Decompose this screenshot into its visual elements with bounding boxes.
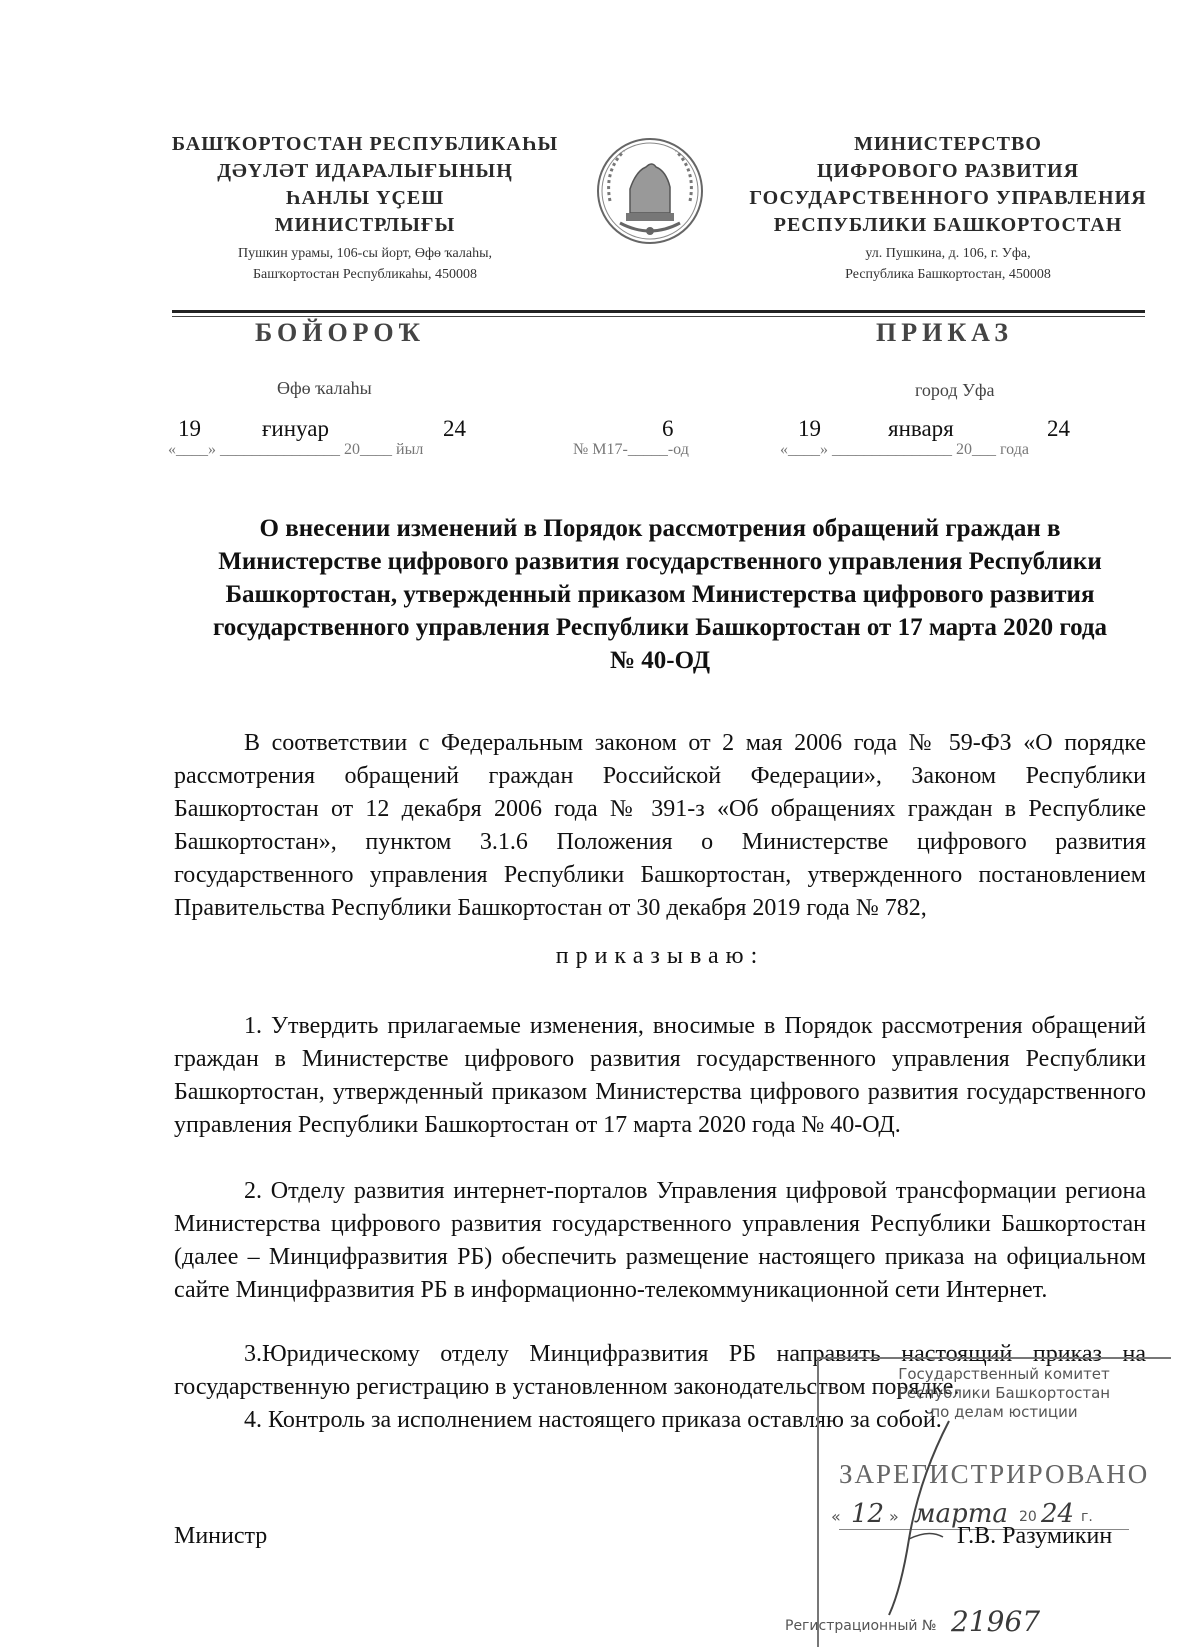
stamp-org-line: Республики Башкортостан [897,1384,1111,1402]
order-item-4: 4. Контроль за исполнением настоящего приказа оставляю за собой. [244,1407,942,1433]
stamp-registered-label: ЗАРЕГИСТРИРОВАНО [839,1459,1150,1489]
stamp-handwritten-reg-number: 21967 [951,1605,1041,1638]
stamp-year-prefix: 20 [1019,1509,1037,1525]
left-organization-name [165,131,565,239]
right-address-line: Республика Башкортостан, 450008 [845,267,1051,282]
right-org-line: РЕСПУБЛИКИ БАШКОРТОСТАН [773,214,1123,236]
right-address-line: ул. Пушкина, д. 106, г. Уфа, [865,246,1031,261]
right-org-line: ЦИФРОВОГО РАЗВИТИЯ [816,160,1080,182]
date-form-russian: «____» _______________ 20___ года [780,441,1029,458]
coat-of-arms-emblem [590,131,710,251]
doc-type-bashkir: БОЙОРОҠ [255,318,426,347]
stamp-handwritten-year: 24 [1041,1499,1075,1529]
handwritten-month-russian: января [888,416,954,441]
handwritten-year-russian: 24 [1047,416,1070,441]
stamp-org-line: по делам юстиции [930,1403,1078,1421]
right-org-line: ГОСУДАРСТВЕННОГО УПРАВЛЕНИЯ [749,187,1147,209]
city-bashkir: Өфө ҡалаһы [277,378,372,398]
order-item-2: 2. Отделу развития интернет-порталов Управления цифровой трансформации региона Министерства цифрового развития государственного управления Республики Башкортостан (далее – Минцифразвития РБ) обеспечить размещение настоящего приказа на официальном сайте Минцифразвития РБ в информационно-телекоммуникационной сети Интернет. [174,1178,1146,1303]
handwritten-month-bashkir: ғинуар [262,416,329,441]
left-org-line: ДӘҮЛӘТ ИДАРАЛЫҒЫНЫҢ [217,160,513,182]
header-divider-thick [172,310,1145,313]
right-org-line: МИНИСТЕРСТВО [854,133,1042,155]
handwritten-signature-stroke [879,1419,959,1619]
date-form-bashkir: «____» _______________ 20____ йыл [168,441,424,458]
document-title: О внесении изменений в Порядок рассмотрения обращений граждан в Министерстве цифрового развития государственного управления Республики Башкортостан, утвержденный приказом Министерства цифрового развития государственного управления Республики Башкортостан от 17 марта 2020 года № 40-ОД [213,515,1107,674]
right-organization-name [738,131,1158,239]
right-address [738,243,1158,285]
left-address [165,243,565,285]
stamp-year-suffix: г. [1081,1509,1093,1525]
handwritten-year-bashkir: 24 [443,416,466,441]
number-form: № М17-_____-од [573,441,689,458]
handwritten-day-russian: 19 [798,416,821,441]
stamp-handwritten-month: марта [914,1499,1008,1529]
left-org-line: ҺАНЛЫ ҮҪЕШ [285,187,445,209]
stamp-organization [849,1365,1159,1422]
stamp-org-line: Государственный комитет [898,1365,1110,1383]
left-org-line: МИНИСТРЛЫҒЫ [274,214,456,236]
stamp-registration-label: Регистрационный № [785,1618,937,1634]
registration-stamp: Государственный комитет Республики Башкортостан по делам юстиции ЗАРЕГИСТРИРОВАНО « 12 » марта 20 24 г. Регистрационный № 21967 [817,1357,1171,1647]
city-russian: город Уфа [915,380,995,400]
doc-type-russian: ПРИКАЗ [876,318,1014,347]
left-address-line: Пушкин урамы, 106-сы йорт, Өфө ҡалаһы, [238,246,492,261]
handwritten-day-bashkir: 19 [178,416,201,441]
header-divider-thin [172,316,1145,317]
order-item-1: 1. Утвердить прилагаемые изменения, вносимые в Порядок рассмотрения обращений граждан в Министерстве цифрового развития государственного управления Республики Башкортостан, утвержденный приказом Министерства цифрового развития государственного управления Республики Башкортостан от 17 марта 2020 года № 40-ОД. [174,1013,1146,1138]
left-address-line: Башҡортостан Республикаһы, 450008 [252,267,477,282]
order-word: приказываю: [555,943,765,969]
handwritten-order-number: 6 [662,416,674,441]
order-item-3: 3.Юридическому отделу Минцифразвития РБ направить настоящий приказ на государственную регистрацию в установленном законодательством порядке. [174,1341,1146,1400]
signer-name: Г.В. Разумикин [957,1523,1113,1549]
signer-position: Министр [174,1523,268,1549]
left-org-line: БАШҠОРТОСТАН РЕСПУБЛИКАҺЫ [171,133,559,155]
preamble-paragraph: В соответствии с Федеральным законом от 2 мая 2006 года № 59-ФЗ «О порядке рассмотрения обращений граждан Российской Федерации», Законом Республики Башкортостан от 12 декабря 2006 года № 391-з «Об обращениях граждан в Республике Башкортостан», пунктом 3.1.6 Положения о Министерстве цифрового развития государственного управления Республики Башкортостан, утвержденного постановлением Правительства Республики Башкортостан от 30 декабря 2019 года № 782, [174,730,1146,921]
stamp-handwritten-day: 12 [851,1499,885,1529]
